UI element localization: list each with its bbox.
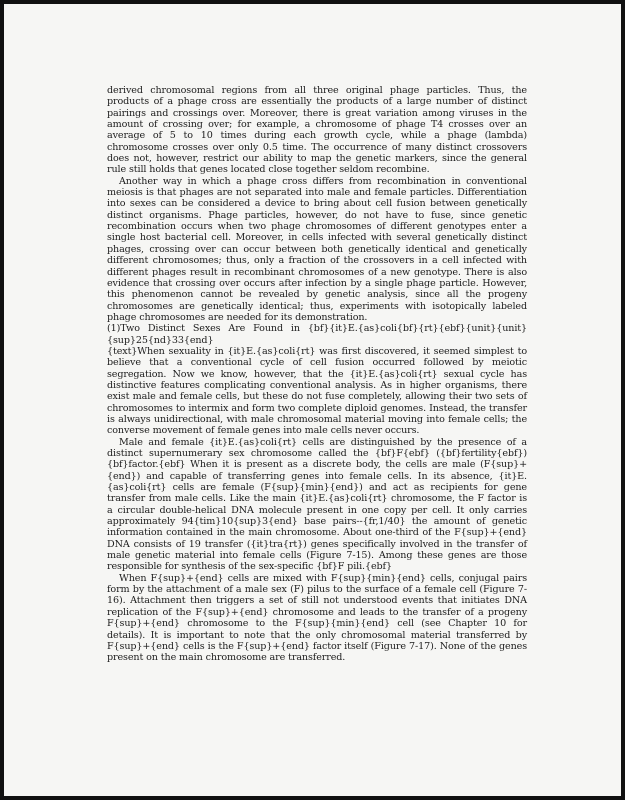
section-heading: (1)Two Distinct Sexes Are Found in {bf}{it}E.{as}coli{bf}{rt}{ebf}{unit}{unit}{sup}25{nd}33{end} bbox=[107, 323, 527, 346]
paragraph-3: {text}When sexuality in {it}E.{as}coli{rt} was first discovered, it seemed simplest to believe that a conventional cycle of cell fusion occurred followed by meiotic segregation. Now we know, however, that the {it}E.{as}coli{rt} sexual cycle has distinctive features complicating conventional analysis. As in higher organisms, there exist male and female cells, but these do not fuse completely, allowing their two sets of chromosomes to intermix and form two complete diploid genomes. Instead, the transfer is always unidirectional, with male chromosomal material moving into female cells; the converse movement of female genes into male cells never occurs. bbox=[107, 345, 527, 437]
paragraph-2: Another way in which a phage cross differs from recombination in conventional meiosis is that phages are not separated into male and female particles. Differentiation into sexes can be considered a device to bring about cell fusion between genetically distinct organisms. Phage particles, however, do not have to fuse, since genetic recombination occurs when two phage chromosomes of different genotypes enter a single host bacterial cell. Moreover, in cells infected with several genetically distinct phages, crossing over can occur between both genetically identical and genetically different chromosomes; thus, only a fraction of the crossovers in a cell infected with different phages result in recombinant chromosomes of a new genotype. There is also evidence that crossing over occurs after infection by a single phage particle. However, this phenomenon cannot be revealed by genetic analysis, since all the progeny chromosomes are genetically identical; thus, experiments with isotopically labeled phage chromosomes are needed for its demonstration. bbox=[107, 175, 527, 323]
paragraph-1: derived chromosomal regions from all three original phage particles. Thus, the products of a phage cross are essentially the products of a large number of distinct pairings and crossings over. Moreover, there is great variation among viruses in the amount of crossing over; for example, a chromosome of phage T4 crosses over an average of 5 to 10 times during each growth cycle, while a phage (lambda) chromosome crosses over only 0.5 time. The occurrence of many distinct crossovers does not, however, restrict our ability to map the genetic markers, since the general rule still holds that genes located close together seldom recombine. bbox=[107, 85, 527, 176]
paragraph-5: When F{sup}+{end} cells are mixed with F{sup}{min}{end} cells, conjugal pairs form by the attachment of a male sex (F) pilus to the surface of a female cell (Figure 7-16). Attachment then triggers a set of still not understood events that initiates DNA replication of the F{sup}+{end} chromosome and leads to the transfer of a progeny F{sup}+{end} chromosome to the F{sup}{min}{end} cell (see Chapter 10 for details). It is important to note that the only chromosomal material transferred by F{sup}+{end} cells is the F{sup}+{end} factor itself (Figure 7-17). None of the genes present on the main chromosome are transferred. bbox=[107, 572, 527, 664]
document-page bbox=[4, 4, 621, 796]
body-text bbox=[107, 85, 527, 664]
paragraph-4: Male and female {it}E.{as}coli{rt} cells are distinguished by the presence of a distinct supernumerary sex chromosome called the {bf}F{ebf} ({bf}fertility{ebf}) {bf}factor.{ebf} When it is present as a discrete body, the cells are male (F{sup}+{end}) and capable of transferring genes into female cells. In its absence, {it}E.{as}coli{rt} cells are female (F{sup}{min}{end}) and act as recipients for gene transfer from male cells. Like the main {it}E.{as}coli{rt} chromosome, the F factor is a circular double-helical DNA molecule present in one copy per cell. It only carries approximately 94{tim}10{sup}3{end} base pairs--{fr,1/40} the amount of genetic information contained in the main chromosome. About one-third of the F{sup}+{end} DNA consists of 19 transfer ({it}tra{rt}) genes specifically involved in the transfer of male genetic material into female cells (Figure 7-15). Among these genes are those responsible for synthesis of the sex-specific {bf}F pili.{ebf} bbox=[107, 436, 527, 573]
